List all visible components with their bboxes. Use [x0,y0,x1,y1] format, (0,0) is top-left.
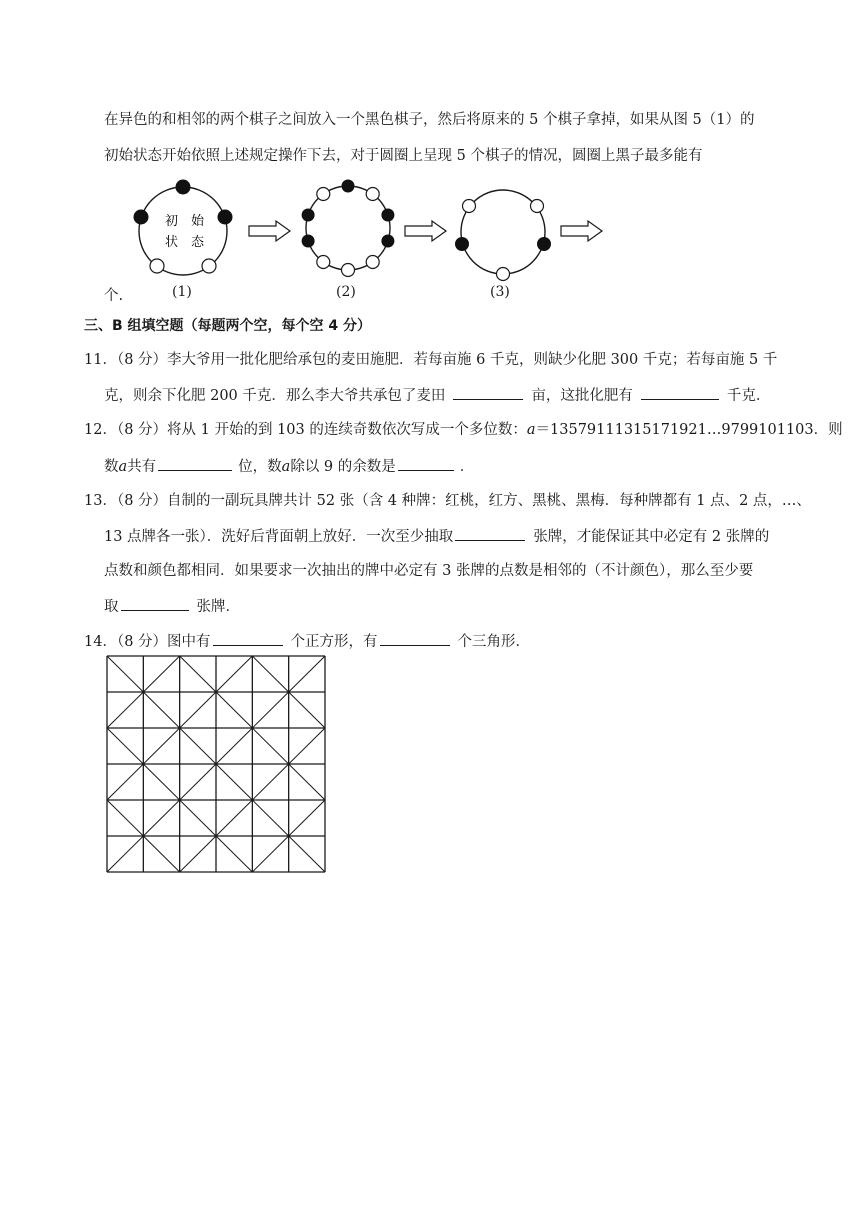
problem14-line1: 14．（8 分）图中有 个正方形，有 个三角形． [84,631,530,652]
cell-diagonal [107,800,143,836]
section-header: 三、B 组填空题（每题两个空，每个空 4 分） [84,318,372,334]
cell-diagonal [143,728,179,764]
cell-diagonal [289,836,325,872]
caption-fig3: (3) [490,284,510,300]
fig1-label-d: 态 [191,235,205,250]
white-piece [202,259,216,273]
cell-diagonal [216,692,252,728]
cell-diagonal [180,692,216,728]
answer-blank[interactable] [213,631,283,646]
figure-step-3 [453,182,553,282]
cell-diagonal [216,836,252,872]
answer-blank[interactable] [121,596,189,611]
answer-blank[interactable] [380,631,450,646]
problem10-line2: 初始状态开始依照上述规定操作下去，对于圆圈上呈现 5 个棋子的情况，圆圈上黑子最多能有 [104,148,703,164]
square-triangle-grid [106,655,326,873]
cell-diagonal [107,656,143,692]
cell-diagonal [289,728,325,764]
problem10-line1: 在异色的和相邻的两个棋子之间放入一个黑色棋子，然后将原来的 5 个棋子拿掉，如果从图 5（1）的 [104,112,755,128]
arrow-right-icon [404,220,448,242]
fig1-label-c: 状 [165,235,179,250]
cell-diagonal [216,728,252,764]
problem12-line2: 数a共有 位，数a除以 9 的余数是 ． [104,456,474,477]
cell-diagonal [289,656,325,692]
cell-diagonal [289,692,325,728]
black-piece [134,210,149,225]
problem13-line4: 取 张牌． [104,596,240,617]
caption-fig1: (1) [172,284,192,300]
cell-diagonal [180,656,216,692]
answer-blank[interactable] [158,456,232,471]
cell-diagonal [143,656,179,692]
arrow-right-icon [248,220,292,242]
white-piece [150,259,164,273]
cell-diagonal [143,692,179,728]
answer-blank[interactable] [453,385,523,400]
cell-diagonal [180,800,216,836]
black-piece [176,180,191,195]
cell-diagonal [252,800,288,836]
arrow-right-icon [560,220,604,242]
cell-diagonal [216,764,252,800]
cell-diagonal [252,692,288,728]
problem11-line2: 克，则余下化肥 200 千克．那么李大爷共承包了麦田 亩，这批化肥有 千克． [104,385,770,406]
cell-diagonal [289,800,325,836]
cell-diagonal [289,764,325,800]
problem13-line2: 13 点牌各一张）．洗好后背面朝上放好．一次至少抽取 张牌，才能保证其中必定有 2 张牌的 [104,526,769,547]
caption-fig2: (2) [336,284,356,300]
cell-diagonal [216,800,252,836]
problem11-line1: 11．（8 分）李大爷用一批化肥给承包的麦田施肥．若每亩施 6 千克，则缺少化肥 300 千克；若每亩施 5 千 [84,352,778,368]
cell-diagonal [180,836,216,872]
cell-diagonal [143,800,179,836]
problem12-line1: 12．（8 分）将从 1 开始的到 103 的连续奇数依次写成一个多位数：a＝13579111315171921…9799101103．则 [84,422,843,438]
cell-diagonal [252,728,288,764]
cell-diagonal [180,764,216,800]
cell-diagonal [252,656,288,692]
cell-diagonal [107,764,143,800]
black-piece [218,210,233,225]
cell-diagonal [252,836,288,872]
cell-diagonal [107,728,143,764]
figure-step-2 [298,178,398,278]
answer-blank[interactable] [641,385,719,400]
cell-diagonal [216,656,252,692]
problem13-line1: 13．（8 分）自制的一副玩具牌共计 52 张（含 4 种牌：红桃，红方、黑桃、黑梅．每种牌都有 1 点、2 点，…、 [84,493,811,509]
cell-diagonal [107,692,143,728]
cell-diagonal [143,836,179,872]
figure-initial-state [133,176,233,286]
answer-blank[interactable] [398,456,454,471]
problem10-line3: 个. [104,288,124,304]
cell-diagonal [252,764,288,800]
cell-diagonal [107,836,143,872]
answer-blank[interactable] [455,526,525,541]
cell-diagonal [143,764,179,800]
cell-diagonal [180,728,216,764]
problem13-line3: 点数和颜色都相同．如果要求一次抽出的牌中必定有 3 张牌的点数是相邻的（不计颜色），那么至少要 [104,563,754,579]
fig1-label-b: 始 [191,214,205,229]
fig1-label-a: 初 [165,214,179,229]
